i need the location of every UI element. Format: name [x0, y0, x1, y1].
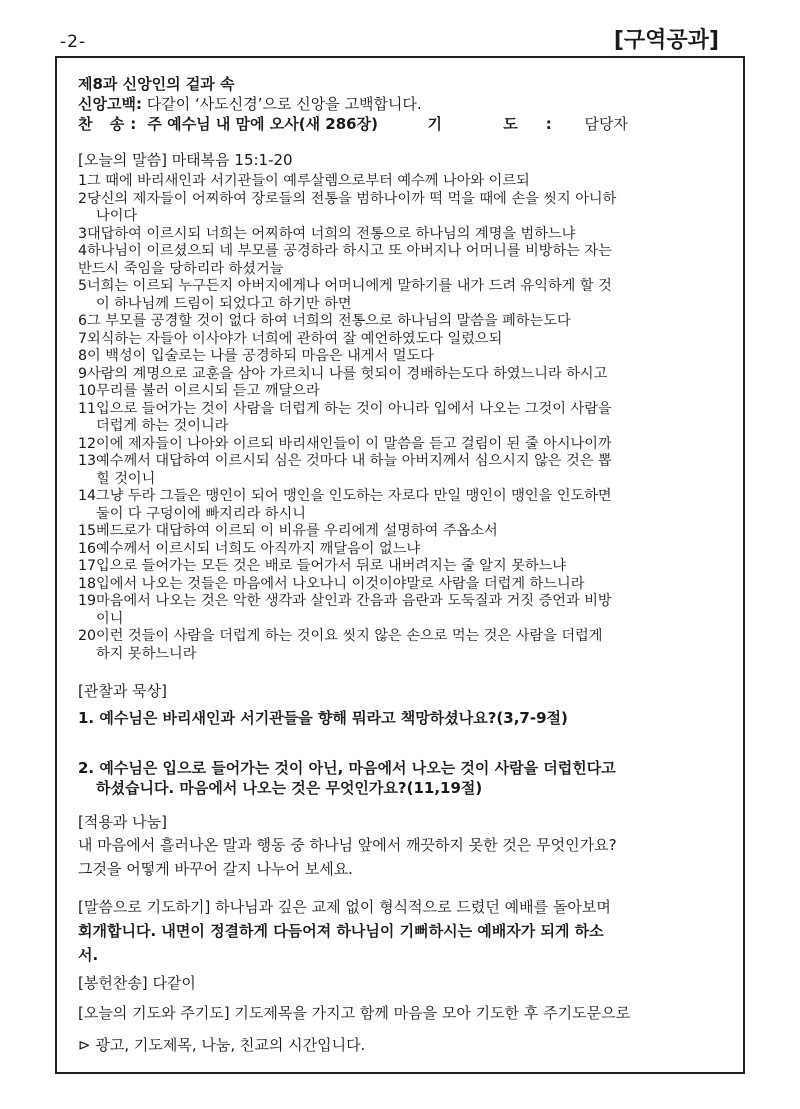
- verse-line: 3대답하여 이르시되 너희는 어찌하여 너희의 전통으로 하나님의 계명을 범하느냐: [78, 225, 576, 242]
- application-header: [적용과 나눔]: [78, 813, 167, 831]
- hymn-text: 주 예수님 내 맘에 오사(새 286장): [142, 115, 378, 133]
- verse-line: 18입에서 나오는 것들은 마음에서 나오나니 이것이야말로 사람을 더럽게 하느니라: [78, 575, 585, 592]
- prayer-word-text-1: 하나님과 깊은 교제 없이 형식적으로 드렸던 예배를 돌아보며: [210, 898, 611, 916]
- verse-line: 13예수께서 대답하여 이르시되 심은 것마다 내 하늘 아버지께서 심으시지 않은 것은 뽑: [78, 453, 612, 469]
- verse-line: 1그 때에 바리새인과 서기관들이 예루살렘으로부터 예수께 나아와 이르되: [78, 173, 530, 189]
- hymn-label: 찬 송:: [78, 115, 143, 133]
- lords-prayer-text: 기도제목을 가지고 함께 마음을 모아 기도한 후 주기도문으로: [229, 1004, 631, 1022]
- verse-line: 20이런 것들이 사람을 더럽게 하는 것이요 씻지 않은 손으로 먹는 것은 사람을 더럽게: [78, 628, 603, 644]
- verse-line: 하지 못하느니라: [96, 645, 197, 662]
- verse-line: 9사람의 계명으로 교훈을 삼아 가르치니 나를 헛되이 경배하는도다 하였느니라 하시고: [78, 365, 608, 382]
- lords-prayer-label: [오늘의 기도와 주기도]: [78, 1004, 230, 1022]
- offering-label: [봉헌찬송]: [78, 974, 148, 992]
- todays-word-header: [오늘의 말씀] 마태복음 15:1-20: [78, 151, 293, 169]
- verse-list: [78, 173, 728, 663]
- confession-text: 다같이 ‘사도신경’으로 신앙을 고백합니다.: [141, 95, 422, 113]
- verse-line: 4하나님이 이르셨으되 네 부모를 공경하라 하시고 또 아버지나 어머니를 비방하는 자는: [78, 243, 612, 259]
- confession-line: [78, 94, 728, 114]
- offering-text: 다같이: [147, 974, 196, 992]
- verse-line: 6그 부모를 공경할 것이 없다 하여 너희의 전통으로 하나님의 말씀을 폐하는도다: [78, 313, 571, 329]
- verse-line: 힐 것이니: [96, 470, 156, 487]
- announcement-line: ⊳ 광고, 기도제목, 나눔, 친교의 시간입니다.: [78, 1036, 366, 1054]
- verse-line: 8이 백성이 입술로는 나를 공경하되 마음은 내게서 멀도다: [78, 348, 434, 364]
- prayer-word-line-3: 서.: [78, 946, 99, 964]
- application-line-1: 내 마음에서 흘러나온 말과 행동 중 하나님 앞에서 깨끗하지 못한 것은 무엇인가요?: [78, 836, 617, 854]
- lesson-content: [78, 66, 728, 1057]
- observation-header: [관찰과 묵상]: [78, 682, 167, 700]
- lesson-title: 제8과 신앙인의 겉과 속: [78, 75, 235, 93]
- verse-line: 11입으로 들어가는 것이 사람을 더럽게 하는 것이 아니라 입에서 나오는 그것이 사람을: [78, 400, 612, 417]
- verse-line: 15베드로가 대답하여 이르되 이 비유를 우리에게 설명하여 주옵소서: [78, 523, 498, 539]
- verse-line: 나이다: [96, 208, 138, 224]
- verse-line: 둘이 다 구덩이에 빠지리라 하시니: [96, 505, 306, 522]
- verse-line: 더럽게 하는 것이니라: [96, 418, 229, 434]
- question-2-line-2: 하셨습니다. 마음에서 나오는 것은 무엇인가요?(11,19절): [96, 779, 483, 797]
- verse-line: 17입으로 들어가는 모든 것은 배로 들어가서 뒤로 내버려지는 줄 알지 못하느냐: [78, 558, 567, 574]
- confession-label: 신앙고백:: [78, 95, 142, 113]
- hymn-prayer-line: [78, 114, 728, 134]
- prayer-text: 담당자: [579, 115, 628, 133]
- section-badge: [구역공과]: [609, 20, 724, 57]
- prayer-label: 기 도:: [427, 115, 580, 133]
- verse-line: 14그냥 두라 그들은 맹인이 되어 맹인을 인도하는 자로다 만일 맹인이 맹인을 인도하면: [78, 488, 612, 504]
- verse-line: 19마음에서 나오는 것은 악한 생각과 살인과 간음과 음란과 도둑질과 거짓 증언과 비방: [78, 593, 612, 609]
- prayer-word-line-2: 회개합니다. 내면이 정결하게 다듬어져 하나님이 기뻐하시는 예배자가 되게 하소: [78, 922, 604, 940]
- verse-line: 이 하나님께 드림이 되었다고 하기만 하면: [96, 295, 352, 312]
- offering-line: [78, 971, 728, 995]
- verse-line: 7외식하는 자들아 이사야가 너희에 관하여 잘 예언하였도다 일렀으되: [78, 330, 503, 347]
- verse-line: 10무리를 불러 이르시되 듣고 깨달으라: [78, 383, 320, 399]
- prayer-word-label: [말씀으로 기도하기]: [78, 898, 211, 916]
- verse-line: 16예수께서 이르시되 너희도 아직까지 깨달음이 없느냐: [78, 540, 421, 557]
- lords-prayer-line: [78, 1001, 728, 1025]
- verse-line: 이니: [96, 610, 124, 627]
- question-2-line-1: 2. 예수님은 입으로 들어가는 것이 아닌, 마음에서 나오는 것이 사람을 더럽힌다고: [78, 759, 616, 777]
- question-1: 1. 예수님은 바리새인과 서기관들을 향해 뭐라고 책망하셨나요?(3,7-9절): [78, 709, 568, 727]
- page-number: -2-: [60, 32, 87, 52]
- verse-line: 반드시 죽임을 당하리라 하셨거늘: [78, 260, 284, 277]
- verse-line: 2당신의 제자들이 어찌하여 장로들의 전통을 범하나이까 떡 먹을 때에 손을 씻지 아니하: [78, 190, 617, 207]
- verse-line: 12이에 제자들이 나아와 이르되 바리새인들이 이 말씀을 듣고 걸림이 된 줄 아시나이까: [78, 435, 612, 452]
- verse-line: 5너희는 이르되 누구든지 아버지에게나 어머니에게 말하기를 내가 드려 유익하게 할 것: [78, 278, 612, 294]
- prayer-word-line-1: [78, 895, 728, 919]
- application-line-2: 그것을 어떻게 바꾸어 갈지 나누어 보세요.: [78, 860, 353, 878]
